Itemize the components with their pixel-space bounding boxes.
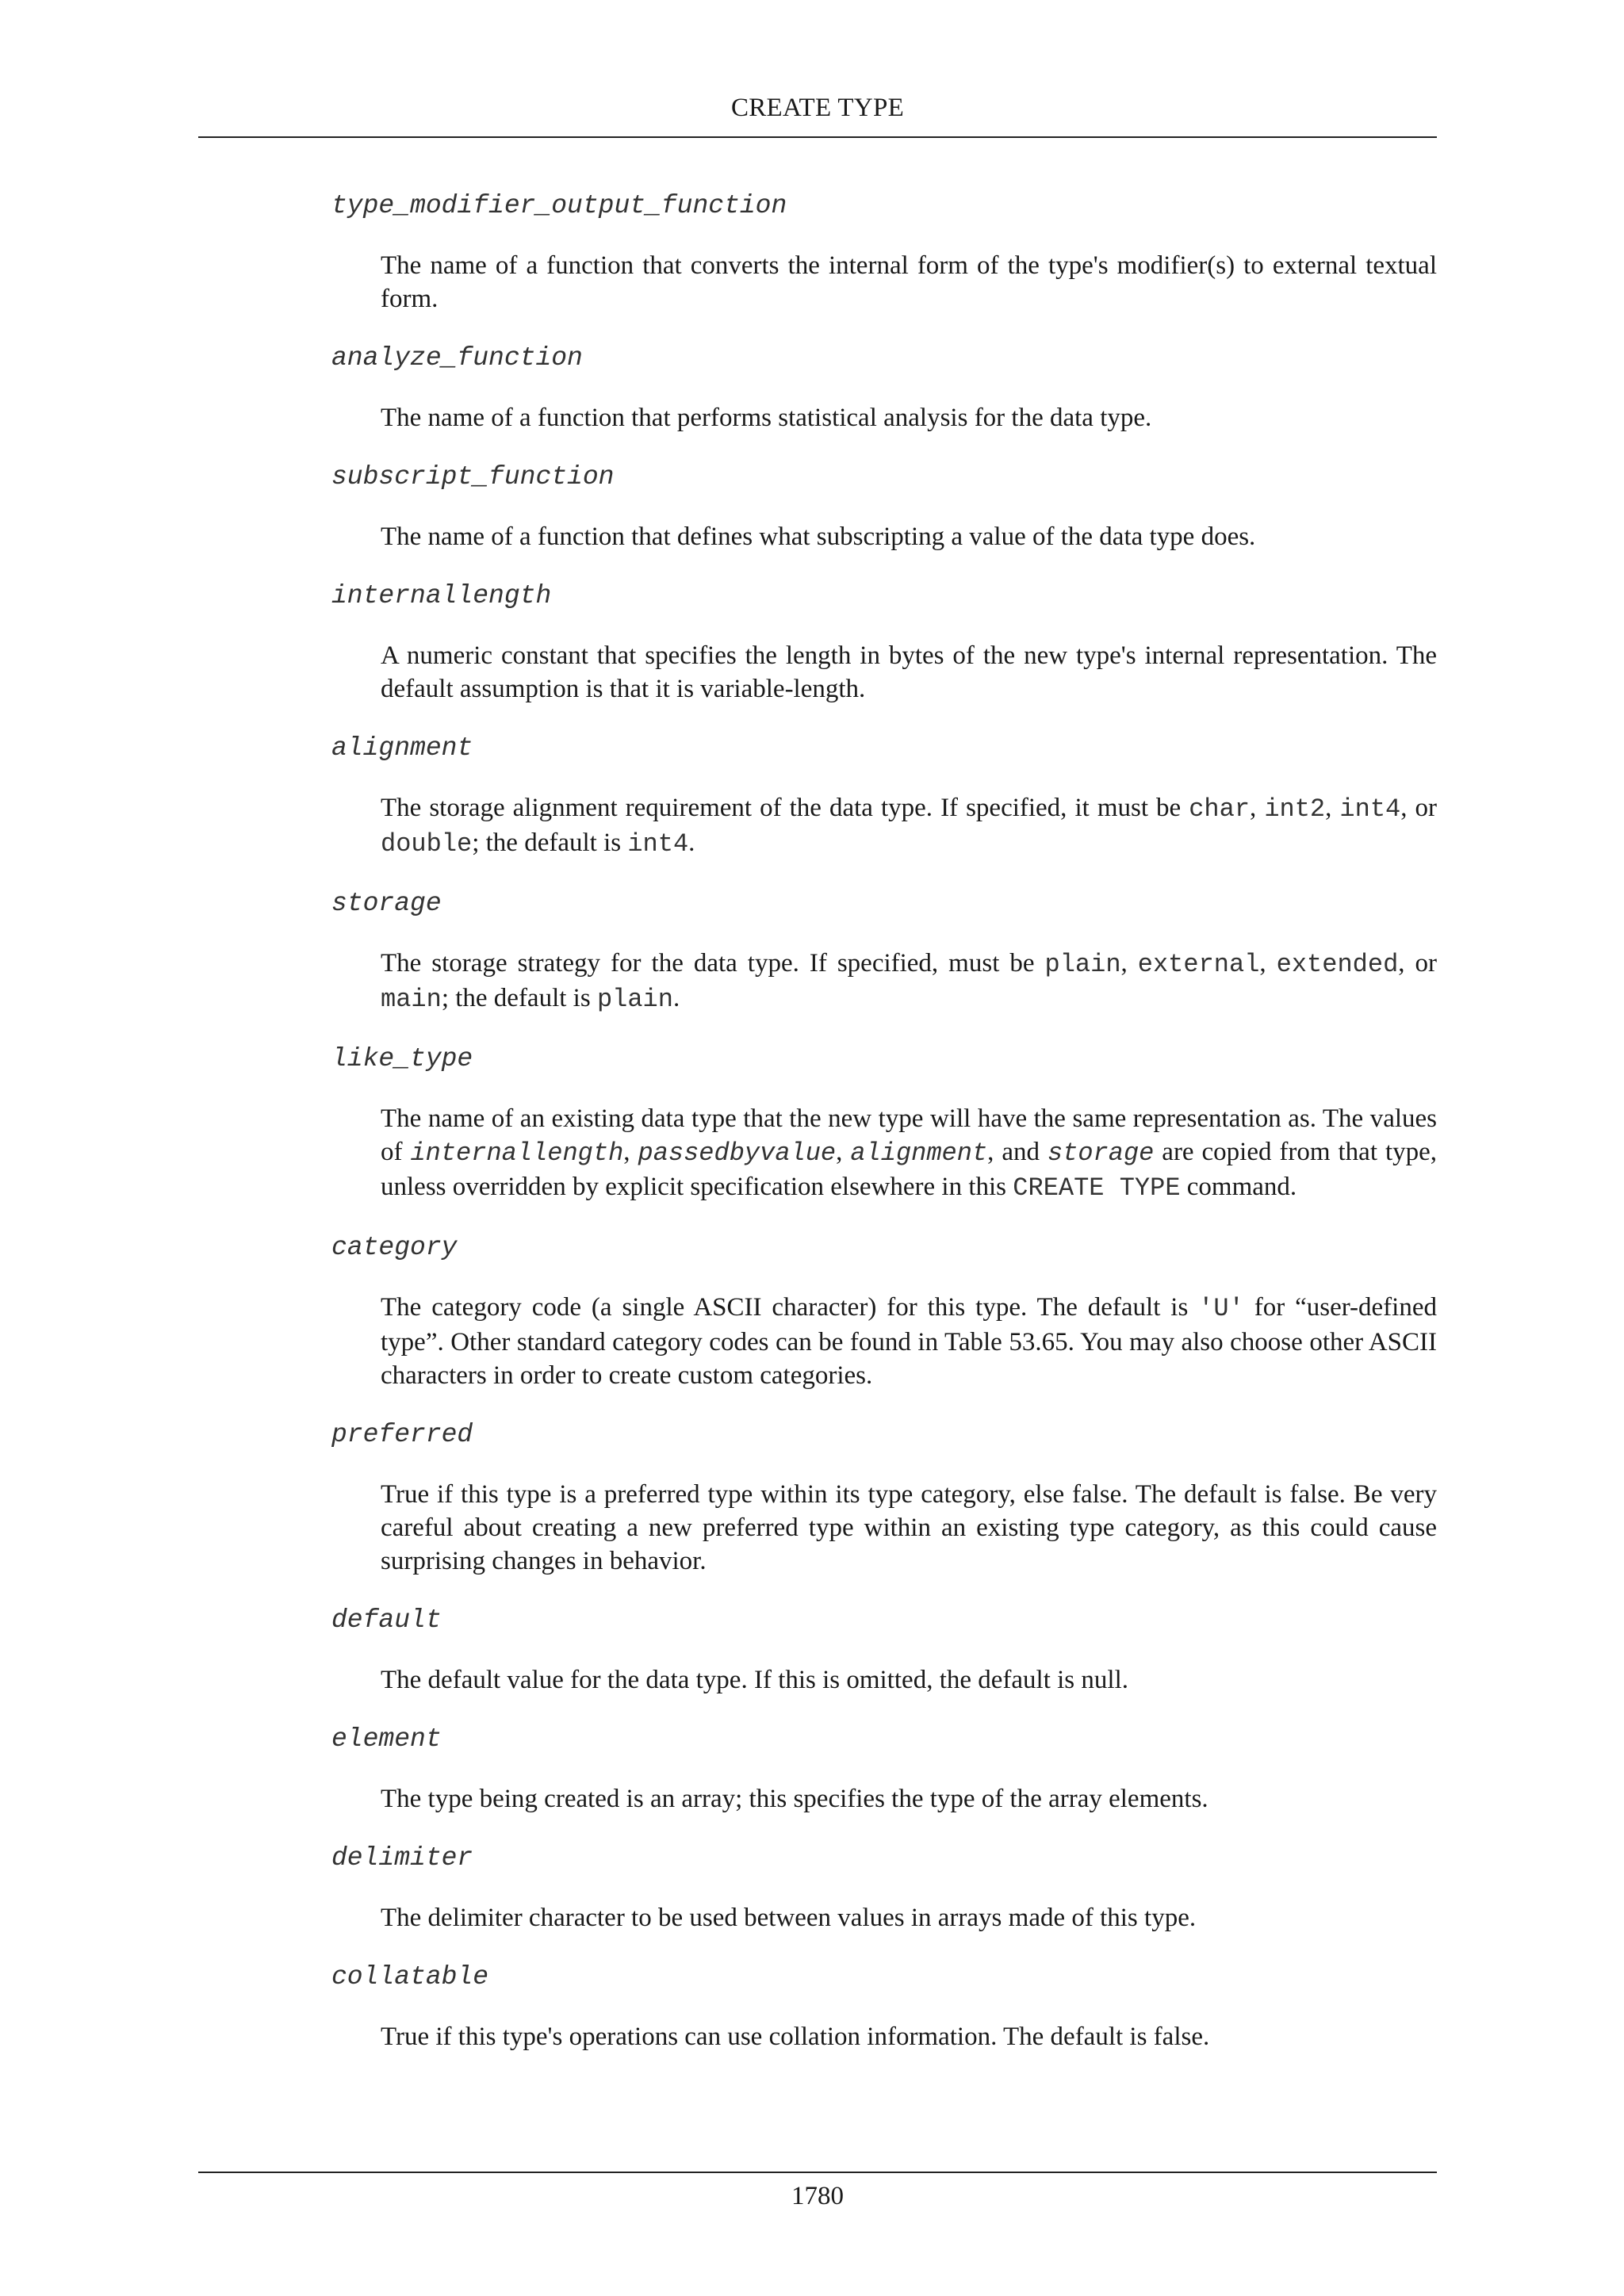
parameter-reference: passedbyvalue (638, 1138, 837, 1168)
code-literal: char (1189, 794, 1251, 824)
parameter-description (381, 1478, 1437, 1578)
code-literal: plain (596, 985, 673, 1014)
parameter-description (381, 249, 1437, 316)
parameter-description (381, 401, 1437, 434)
description-text: The name of a function that defines what subscripting a value of the data type does. (381, 522, 1256, 551)
parameter-term: preferred (331, 1420, 473, 1449)
description-text: True if this type is a preferred type within its type category, else false. The default is false. Be very careful about creating a new preferred type within an existing type category, as this could cause surprising changes in behavior. (381, 1480, 1437, 1575)
description-text: True if this type's operations can use collation information. The default is false. (381, 2022, 1210, 2051)
description-text: for “user-defined type”. Other standard category codes can be found in Table 53.65. You may also choose other ASCII characters in order to create custom categories. (381, 1293, 1437, 1390)
description-text: , (623, 1138, 638, 1166)
parameter-term: analyze_function (331, 343, 583, 373)
parameter-description (381, 1102, 1437, 1205)
description-text: The storage strategy for the data type. If specified, must be (381, 949, 1045, 978)
code-literal: int4 (1339, 794, 1401, 824)
footer-rule (198, 2172, 1437, 2173)
parameter-term: default (331, 1605, 442, 1635)
description-text: are copied from that type, unless overridden by explicit specification elsewhere in this (381, 1138, 1438, 1201)
parameter-description (381, 1291, 1437, 1392)
code-literal: double (381, 829, 473, 859)
parameter-reference: storage (1047, 1138, 1155, 1168)
parameter-term: alignment (331, 733, 473, 763)
description-text: ; the default is (472, 828, 628, 857)
parameter-reference: alignment (850, 1138, 988, 1168)
description-text: The delimiter character to be used between values in arrays made of this type. (381, 1904, 1197, 1932)
description-text: , (1250, 794, 1265, 822)
description-text: The category code (a single ASCII character) for this type. The default is (381, 1293, 1199, 1322)
parameter-term: delimiter (331, 1843, 473, 1873)
header-rule (198, 136, 1437, 138)
parameter-reference: internallength (410, 1138, 624, 1168)
description-text: ; the default is (441, 984, 597, 1012)
code-literal: main (381, 985, 442, 1014)
code-literal: int4 (627, 829, 689, 859)
description-text: , (1120, 949, 1138, 978)
parameter-description (381, 1782, 1437, 1816)
description-text: The name of an existing data type that the new type will have the same representation as. The values of (381, 1104, 1437, 1166)
parameter-description (381, 1901, 1437, 1934)
parameter-description (381, 947, 1437, 1016)
parameter-term: subscript_function (331, 462, 615, 492)
description-text: The name of a function that performs statistical analysis for the data type. (381, 404, 1152, 432)
parameter-term: element (331, 1724, 442, 1754)
parameter-term: category (331, 1233, 458, 1262)
description-text: , or (1398, 949, 1438, 978)
page-number: 1780 (791, 2182, 844, 2210)
description-text: The default value for the data type. If this is omitted, the default is null. (381, 1666, 1128, 1694)
code-literal: int2 (1264, 794, 1326, 824)
description-text: command. (1180, 1173, 1297, 1201)
code-literal: plain (1044, 950, 1121, 979)
parameter-term: collatable (331, 1962, 489, 1992)
description-text: , (1259, 949, 1277, 978)
description-text: The name of a function that converts the internal form of the type's modifier(s) to external textual form. (381, 251, 1437, 313)
parameter-term: type_modifier_output_function (331, 191, 787, 220)
code-literal: extended (1276, 950, 1399, 979)
parameter-description (381, 520, 1437, 553)
description-text: , (1325, 794, 1340, 822)
parameter-list (331, 189, 1437, 2079)
description-text: . (672, 984, 680, 1012)
description-text: The type being created is an array; this specifies the type of the array elements. (381, 1785, 1208, 1813)
description-text: The storage alignment requirement of the data type. If specified, it must be (381, 794, 1189, 822)
description-text: , or (1400, 794, 1437, 822)
parameter-term: like_type (331, 1044, 473, 1073)
parameter-description (381, 2020, 1437, 2053)
description-text: . (688, 828, 695, 857)
description-text: , and (987, 1138, 1048, 1166)
parameter-term: storage (331, 889, 442, 918)
parameter-term: internallength (331, 581, 552, 610)
description-text: , (836, 1138, 851, 1166)
code-literal: CREATE TYPE (1013, 1173, 1181, 1203)
page-header: CREATE TYPE (730, 94, 905, 122)
parameter-description (381, 1663, 1437, 1697)
parameter-description (381, 791, 1437, 861)
code-literal: external (1137, 950, 1260, 979)
description-text: A numeric constant that specifies the length in bytes of the new type's internal representation. The default assumption is that it is variable-length. (381, 641, 1437, 703)
code-literal: 'U' (1198, 1294, 1244, 1323)
parameter-description (381, 639, 1437, 706)
